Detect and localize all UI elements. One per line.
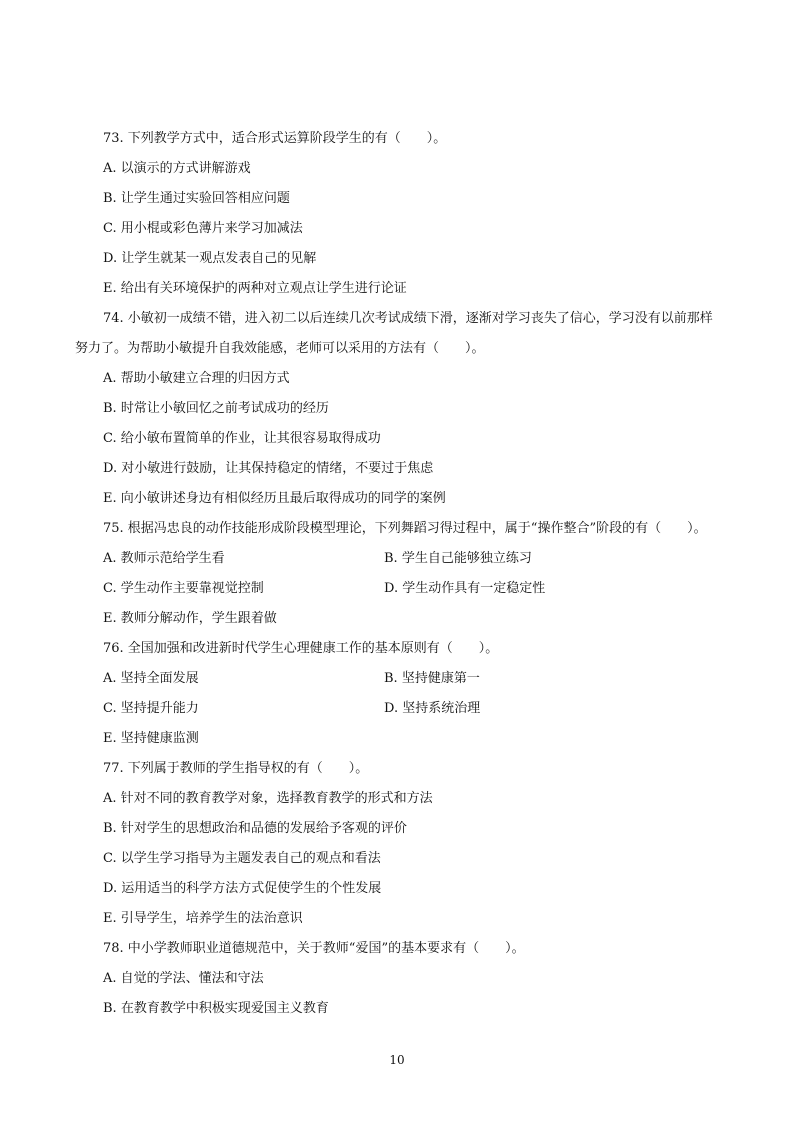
question-77-option-a: A. 针对不同的教育教学对象，选择教育教学的形式和方法 xyxy=(103,791,433,806)
question-75-option-d: D. 学生动作具有一定稳定性 xyxy=(384,581,546,596)
question-74-stem-continued: 努力了。为帮助小敏提升自我效能感，老师可以采用的方法有（ ）。 xyxy=(75,341,485,356)
question-75-stem: 75. 根据冯忠良的动作技能形成阶段模型理论，下列舞蹈习得过程中，属于“操作整合”阶段的有（ ）。 xyxy=(103,521,707,536)
question-73-option-a: A. 以演示的方式讲解游戏 xyxy=(103,161,251,176)
question-74-stem: 74. 小敏初一成绩不错，进入初二以后连续几次考试成绩下滑，逐渐对学习丧失了信心，学习没有以前那样 xyxy=(103,311,713,326)
question-73-option-b: B. 让学生通过实验回答相应问题 xyxy=(103,191,290,206)
question-74-option-e: E. 向小敏讲述身边有相似经历且最后取得成功的同学的案例 xyxy=(103,491,446,506)
question-73-option-c: C. 用小棍或彩色薄片来学习加减法 xyxy=(103,221,303,236)
question-74-option-c: C. 给小敏布置简单的作业，让其很容易取得成功 xyxy=(103,431,381,446)
question-74-option-a: A. 帮助小敏建立合理的归因方式 xyxy=(103,371,290,386)
question-76-option-e: E. 坚持健康监测 xyxy=(103,731,199,746)
question-77-stem: 77. 下列属于教师的学生指导权的有（ ）。 xyxy=(103,761,369,776)
question-73-stem: 73. 下列教学方式中，适合形式运算阶段学生的有（ ）。 xyxy=(103,131,447,146)
question-76-option-c: C. 坚持提升能力 xyxy=(103,701,199,716)
question-74-option-d: D. 对小敏进行鼓励，让其保持稳定的情绪，不要过于焦虑 xyxy=(103,461,434,476)
question-77-option-c: C. 以学生学习指导为主题发表自己的观点和看法 xyxy=(103,851,381,866)
question-75-option-e: E. 教师分解动作，学生跟着做 xyxy=(103,611,277,626)
question-77-option-b: B. 针对学生的思想政治和品德的发展给予客观的评价 xyxy=(103,821,407,836)
question-75-option-b: B. 学生自己能够独立练习 xyxy=(384,551,532,566)
question-74-option-b: B. 时常让小敏回忆之前考试成功的经历 xyxy=(103,401,329,416)
question-77-option-e: E. 引导学生，培养学生的法治意识 xyxy=(103,911,303,926)
question-75-option-a: A. 教师示范给学生看 xyxy=(103,551,225,566)
page-number: 10 xyxy=(389,1053,405,1067)
question-78-option-a: A. 自觉的学法、懂法和守法 xyxy=(103,971,264,986)
question-76-option-d: D. 坚持系统治理 xyxy=(384,701,481,716)
question-78-option-b: B. 在教育教学中积极实现爱国主义教育 xyxy=(103,1001,329,1016)
question-76-stem: 76. 全国加强和改进新时代学生心理健康工作的基本原则有（ ）。 xyxy=(103,641,499,656)
question-77-option-d: D. 运用适当的科学方法方式促使学生的个性发展 xyxy=(103,881,382,896)
question-78-stem: 78. 中小学教师职业道德规范中，关于教师“爱国”的基本要求有（ ）。 xyxy=(103,941,525,956)
question-76-option-b: B. 坚持健康第一 xyxy=(384,671,480,686)
question-73-option-d: D. 让学生就某一观点发表自己的见解 xyxy=(103,251,317,266)
question-76-option-a: A. 坚持全面发展 xyxy=(103,671,199,686)
question-75-option-c: C. 学生动作主要靠视觉控制 xyxy=(103,581,264,596)
question-73-option-e: E. 给出有关环境保护的两种对立观点让学生进行论证 xyxy=(103,281,407,296)
